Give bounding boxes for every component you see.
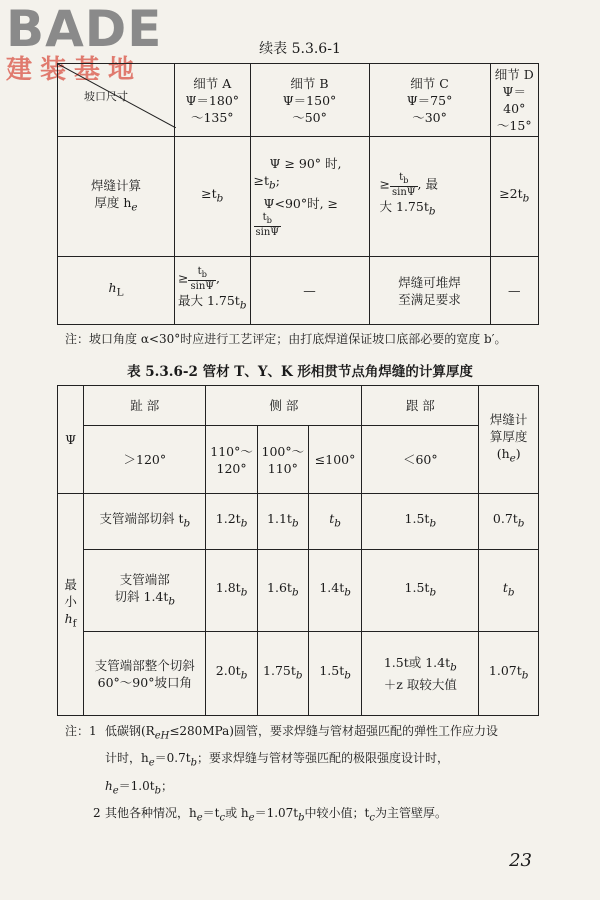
logo-subtitle: 建装基地	[6, 55, 143, 85]
row3-c3: $1.5t_b$	[308, 632, 361, 716]
cell-he-a: $\ge t_b$	[175, 137, 251, 257]
table2-notes	[65, 720, 545, 830]
thickness-header: 焊缝计 算厚度 $(h_e)$	[479, 386, 539, 494]
fraction: $\frac{t_b}{\sin\Psi}$	[392, 172, 416, 199]
row3-c4: 1.5t或 $1.4t_b$ ＋z 取较大值	[362, 632, 479, 716]
cell-hl-d: —	[490, 257, 538, 325]
psi-header: Ψ	[58, 386, 84, 494]
table1-note: 注：坡口角度 α<30°时应进行工艺评定；由打底焊道保证坡口底部必要的宽度 b′。	[65, 332, 507, 346]
note-1: 注：1 低碳钢$(R_{eH}\le 280MPa)$圆管，要求焊缝与管材超强匹配的弹性工作应力设	[65, 724, 498, 742]
heel-header: 跟 部	[362, 386, 479, 426]
fraction: $\frac{t_b}{\sin\Psi}$	[190, 266, 215, 293]
cell-he-b: Ψ ≥ 90° 时, $\ge t_b$; Ψ<90°时, ≥ $\frac{t_b}{\sin\Psi}$	[250, 137, 369, 257]
heel-angle: ＜60°	[362, 426, 479, 494]
side-angle-2: 100°～ 110°	[257, 426, 308, 494]
min-hf-label: 最 小 $h_f$	[58, 494, 84, 716]
corner-cell	[58, 64, 175, 137]
page-number: 23	[509, 850, 532, 871]
row2-c4: $1.5t_b$	[362, 550, 479, 632]
header-detail-c: 细节 C Ψ＝75° ～30°	[369, 64, 490, 137]
row3-desc: 支管端部整个切斜 60°～90°坡口角	[84, 632, 206, 716]
row2-c3: $1.4t_b$	[308, 550, 361, 632]
fraction: $\frac{t_b}{\sin\Psi}$	[255, 211, 280, 238]
cell-he-d: $\ge 2t_b$	[490, 137, 538, 257]
side-header: 侧 部	[206, 386, 362, 426]
table1-title: 续表 5.3.6-1	[259, 41, 341, 57]
table-5-3-6-1-continued	[57, 63, 539, 325]
table-5-3-6-2	[57, 385, 539, 716]
row2-desc: 支管端部 切斜 $1.4t_b$	[84, 550, 206, 632]
side-angle-1: 110°～ 120°	[206, 426, 257, 494]
cell-hl-b: —	[250, 257, 369, 325]
note-2: 2 其他各种情况，$h_e=t_c$或 $h_e=1.07t_b$中较小值；$t_c$为主管壁厚。	[93, 806, 447, 824]
row1-c3: $t_b$	[308, 494, 361, 550]
row1-c4: $1.5t_b$	[362, 494, 479, 550]
row2-c2: $1.6t_b$	[257, 550, 308, 632]
side-angle-3: ≤100°	[308, 426, 361, 494]
row3-c2: $1.75t_b$	[257, 632, 308, 716]
header-detail-a: 细节 A Ψ＝180° ～135°	[175, 64, 251, 137]
toe-header: 趾 部	[84, 386, 206, 426]
header-detail-d: 细节 D Ψ＝40° ～15°	[490, 64, 538, 137]
row-label-weld-thickness: 焊缝计算 厚度 $h_e$	[58, 137, 175, 257]
note-1-line3: $h_e=1.0t_b$；	[105, 778, 173, 797]
row2-c1: $1.8t_b$	[206, 550, 257, 632]
row1-c1: $1.2t_b$	[206, 494, 257, 550]
corner-label: 坡口尺寸	[84, 90, 128, 103]
row-label-hl: $h_L$	[58, 257, 175, 325]
toe-angle: ＞120°	[84, 426, 206, 494]
row1-c2: $1.1t_b$	[257, 494, 308, 550]
row2-c5: $t_b$	[479, 550, 539, 632]
cell-hl-a: ≥ $\frac{t_b}{\sin\Psi}$ , 最大 $1.75t_b$	[175, 257, 251, 325]
logo-text: BADE	[6, 0, 163, 58]
note-1-line2: 计时，$h_e=0.7t_b$；要求焊缝与管材等强匹配的极限强度设计时，	[105, 751, 449, 769]
row1-c5: $0.7t_b$	[479, 494, 539, 550]
cell-he-c: ≥ $\frac{t_b}{\sin\Psi}$ , 最 大 $1.75t_b$	[369, 137, 490, 257]
row1-desc: 支管端部切斜 $t_b$	[84, 494, 206, 550]
header-detail-b: 细节 B Ψ＝150° ～50°	[250, 64, 369, 137]
table2-title: 表 5.3.6-2 管材 T、Y、K 形相贯节点角焊缝的计算厚度	[127, 364, 473, 380]
row3-c1: $2.0t_b$	[206, 632, 257, 716]
row3-c5: $1.07t_b$	[479, 632, 539, 716]
cell-hl-c: 焊缝可堆焊 至满足要求	[369, 257, 490, 325]
